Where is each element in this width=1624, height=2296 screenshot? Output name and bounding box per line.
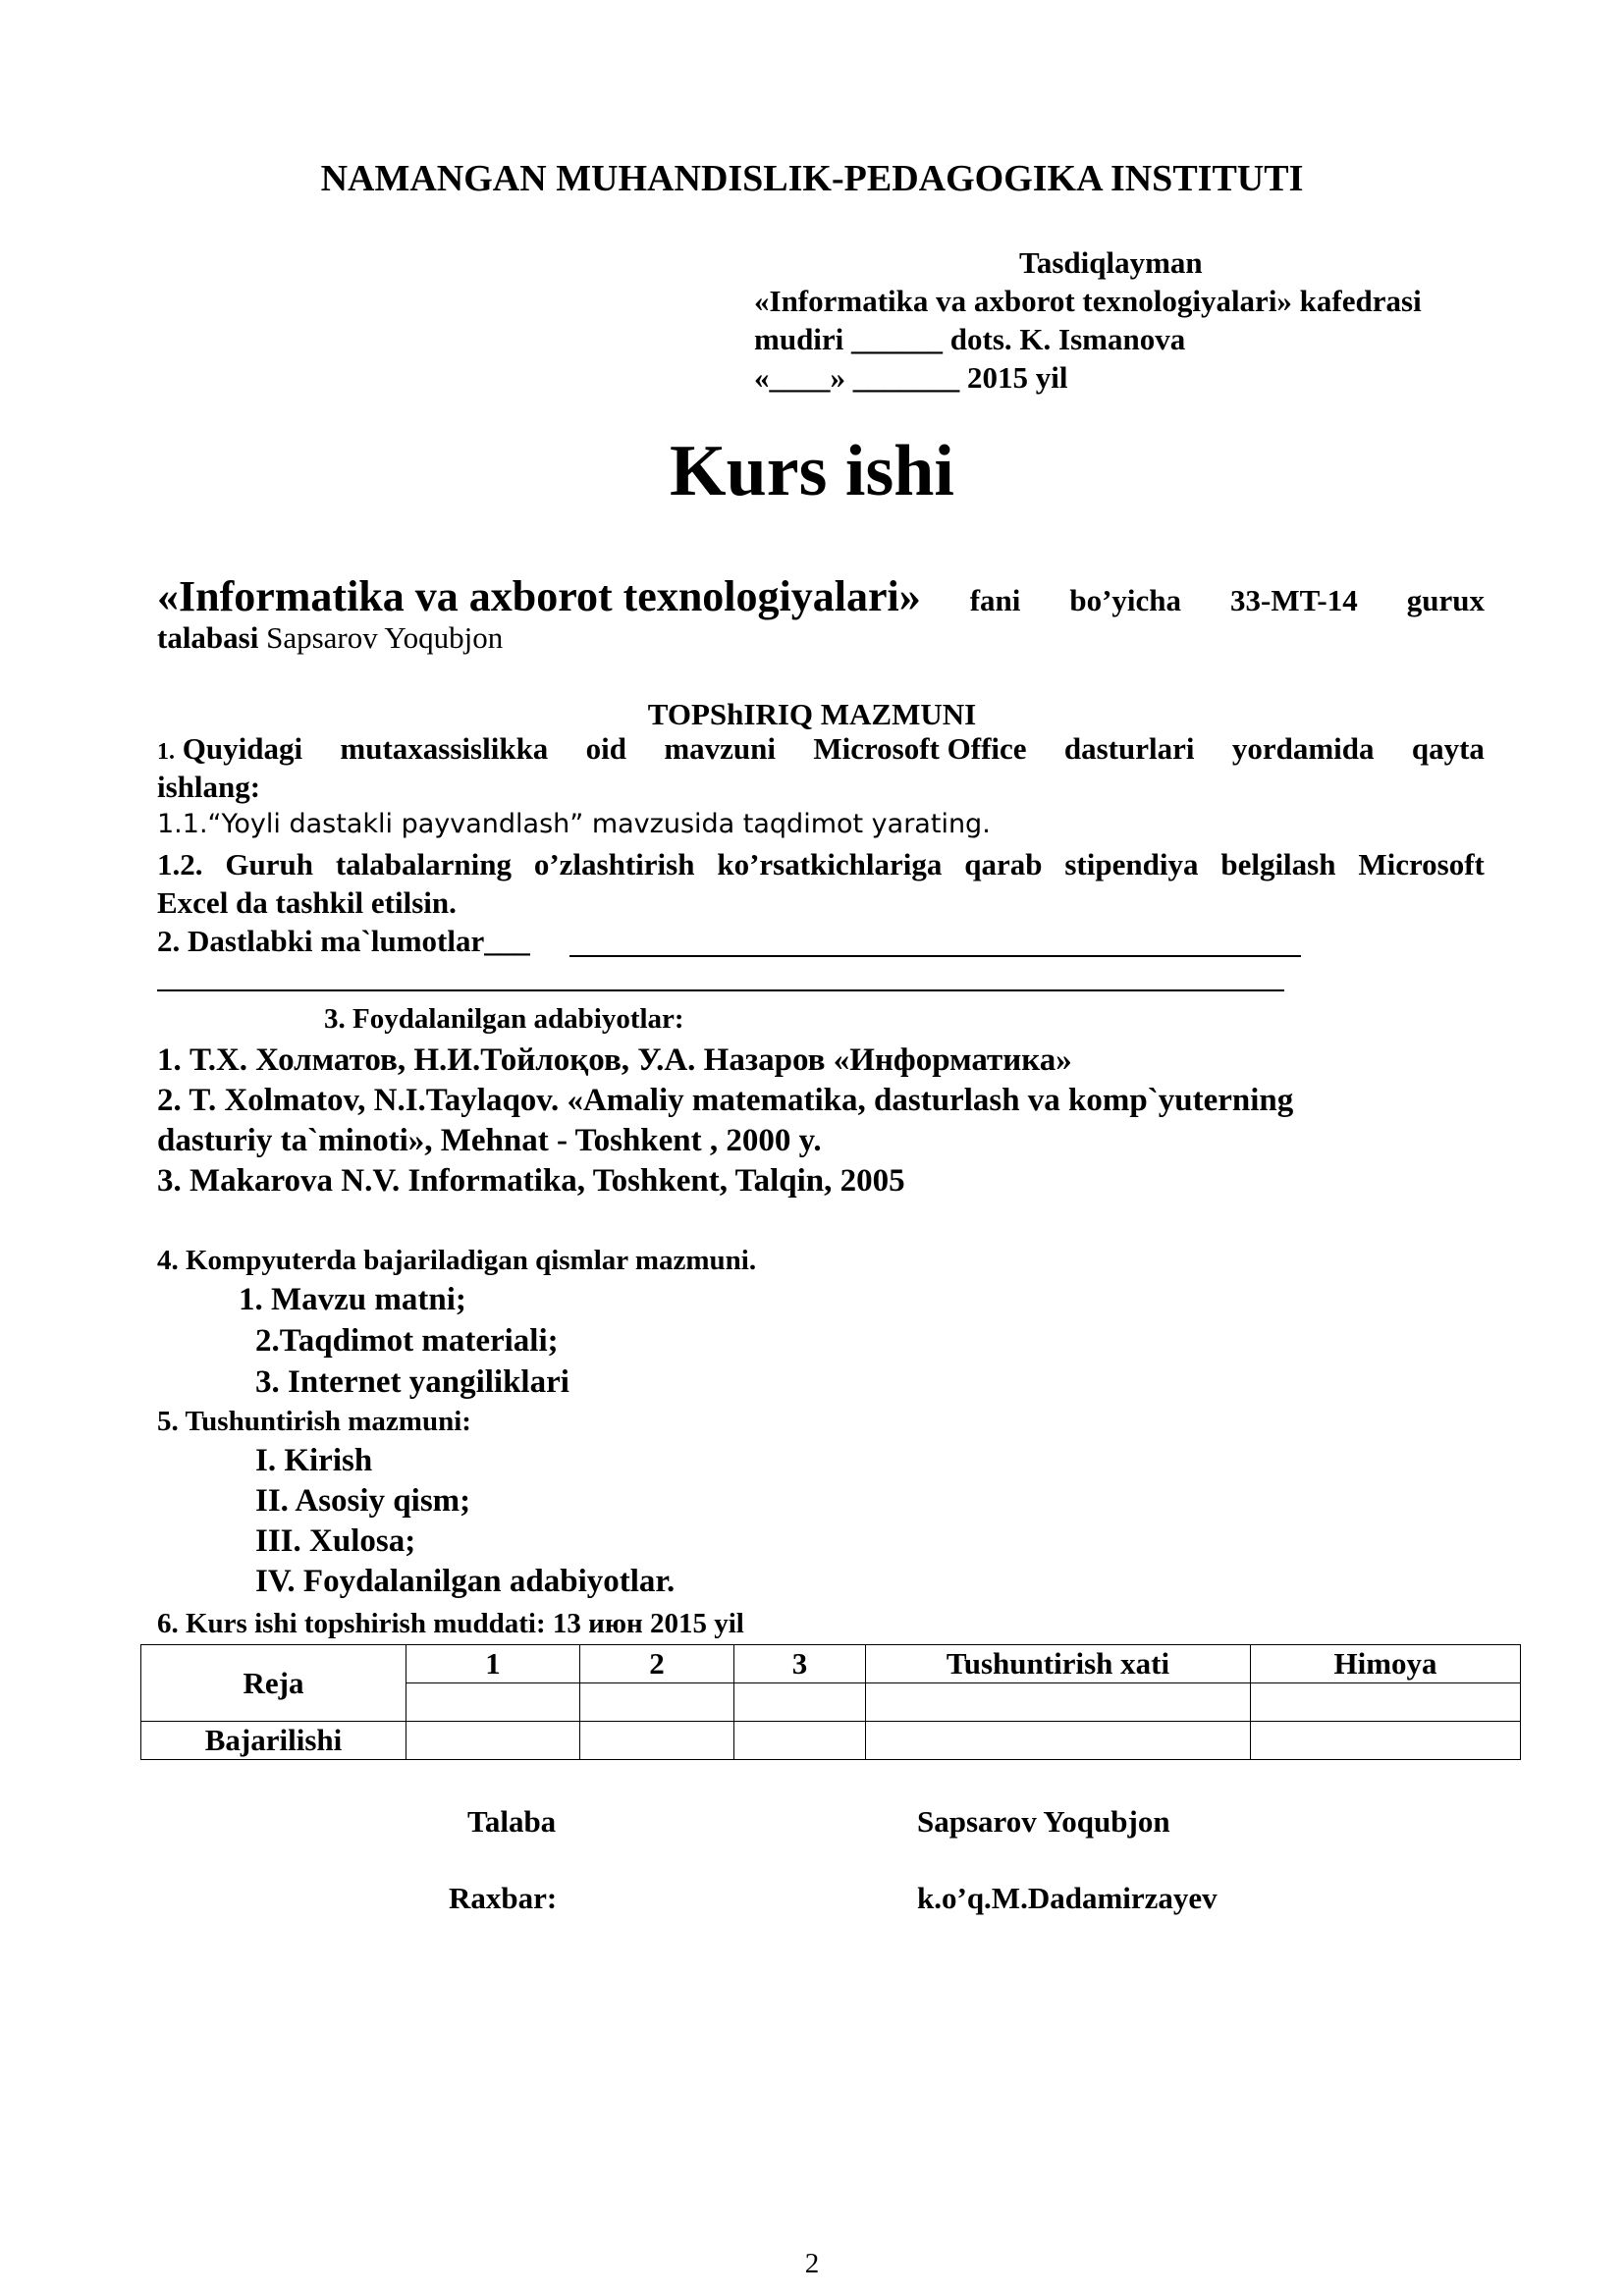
student-signature-name: Sapsarov Yoqubjon [917, 1804, 1170, 1839]
plan-column-header: Himoya [1251, 1645, 1521, 1683]
completion-row-label: Bajarilishi [141, 1722, 406, 1760]
item1-sub2-word: stipendiya [1064, 847, 1199, 881]
explain-item: II. Asosiy qism; [255, 1483, 471, 1519]
item1-sub2-word: qarab [964, 847, 1043, 881]
subject-word: gurux [1406, 583, 1485, 617]
advisor-name: k.o’q.M.Dadamirzayev [917, 1881, 1218, 1915]
explain-item: III. Xulosa; [255, 1523, 416, 1559]
item1-sub2-word: o’zlashtirish [533, 847, 695, 881]
approval-department: «Informatika va axborot texnologiyalari» kafedrasi [754, 284, 1422, 318]
item1-line-a [157, 731, 1485, 767]
literature-item: 1. Т.Х. Холматов, Н.И.Тойлоқов, У.А. Назаров «Информатика» [157, 1042, 1072, 1078]
document-title: Kurs ishi [670, 431, 954, 511]
subject-word: bo’yicha [1069, 583, 1182, 617]
computer-item: 2.Taqdimot materiali; [255, 1323, 559, 1359]
item1-sub1: 1.1.“Yoyli dastakli payvandlash” mavzusida taqdimot yarating. [157, 809, 991, 839]
plan-table [140, 1644, 1521, 1760]
plan-column-header: 1 [406, 1645, 580, 1683]
item1-word: yordamida [1231, 731, 1375, 766]
item1-sub2-line2: Excel da tashkil etilsin. [157, 885, 457, 920]
item1-word: mutaxassislikka [340, 731, 549, 766]
plan-row-label: Reja [141, 1645, 406, 1722]
literature-heading: 3. Foydalanilgan adabiyotlar: [324, 1003, 684, 1035]
computer-heading: 4. Kompyuterda bajariladigan qismlar mazmuni. [157, 1245, 757, 1276]
institute-name: NAMANGAN MUHANDISLIK-PEDAGOGIKA INSTITUTI [320, 158, 1304, 199]
item1-sub2-word: 1.2. [157, 847, 203, 881]
computer-item: 1. Mavzu matni; [239, 1282, 466, 1317]
plan-cell [580, 1683, 734, 1722]
plan-column-header: 2 [580, 1645, 734, 1683]
literature-item: 2. T. Xolmatov, N.I.Taylaqov. «Amaliy matematika, dasturlash va komp`yuterning [157, 1083, 1294, 1118]
approval-head-signature: mudiri ______ dots. K. Ismanova [754, 322, 1186, 356]
student-label: talabasi [157, 620, 259, 655]
item1-word: oid [585, 731, 626, 766]
item1-word: dasturlari [1063, 731, 1195, 766]
completion-cell [406, 1722, 580, 1760]
plan-column-header: 3 [734, 1645, 866, 1683]
item1-sub2-word: ko’rsatkichlariga [717, 847, 943, 881]
student-signature-label: Talaba [467, 1804, 557, 1839]
item1-word: Quyidagi [182, 731, 303, 766]
subject-name: «Informatika va axborot texnologiyalari» [157, 572, 921, 620]
literature-item: dasturiy ta`minoti», Mehnat - Toshkent , 2000 y. [157, 1123, 822, 1158]
plan-cell [406, 1683, 580, 1722]
advisor-label: Raxbar: [449, 1881, 558, 1915]
subject-word: fani [969, 583, 1021, 617]
plan-cell [734, 1683, 866, 1722]
item1-word: mavzuni [664, 731, 777, 766]
completion-cell [1251, 1722, 1521, 1760]
computer-item: 3. Internet yangiliklari [255, 1364, 569, 1400]
page-number: 2 [804, 2248, 820, 2279]
item1-sub2-word: Guruh [225, 847, 313, 881]
item1-word: Microsoft Office [813, 731, 1027, 766]
literature-item: 3. Makarova N.V. Informatika, Toshkent, Talqin, 2005 [157, 1163, 905, 1199]
plan-cell [1251, 1683, 1521, 1722]
plan-cell [866, 1683, 1251, 1722]
explain-heading: 5. Tushuntirish mazmuni: [157, 1406, 471, 1437]
item1-sub2-word: belgilash [1220, 847, 1336, 881]
item2-label: 2. Dastlabki ma`lumotlar___ [157, 924, 530, 958]
approval-date: «____» _______ 2015 yil [754, 360, 1068, 395]
item2-fill-line [569, 955, 1301, 957]
explain-item: IV. Foydalanilgan adabiyotlar. [255, 1564, 676, 1599]
item1-sub2-word: talabalarning [335, 847, 512, 881]
explain-item: I. Kirish [255, 1443, 373, 1478]
item1-word: qayta [1411, 731, 1485, 766]
plan-column-header: Tushuntirish xati [866, 1645, 1251, 1683]
completion-cell [866, 1722, 1251, 1760]
student-line [157, 620, 503, 656]
approval-title: Tasdiqlayman [1019, 245, 1203, 280]
item1-line-b: ishlang: [157, 770, 261, 804]
student-name: Sapsarov Yoqubjon [266, 620, 504, 655]
completion-cell [734, 1722, 866, 1760]
item2-fill-line-2 [157, 989, 1284, 991]
task-heading: TOPShIRIQ MAZMUNI [647, 697, 977, 731]
completion-cell [580, 1722, 734, 1760]
item1-number: 1. [157, 739, 175, 765]
item1-sub2-word: Microsoft [1358, 847, 1485, 881]
deadline: 6. Kurs ishi topshirish muddati: 13 июн 2015 yil [157, 1608, 744, 1639]
item1-sub2-line1 [157, 847, 1485, 882]
subject-line [157, 571, 1485, 621]
group-code: 33-MT-14 [1230, 583, 1358, 617]
